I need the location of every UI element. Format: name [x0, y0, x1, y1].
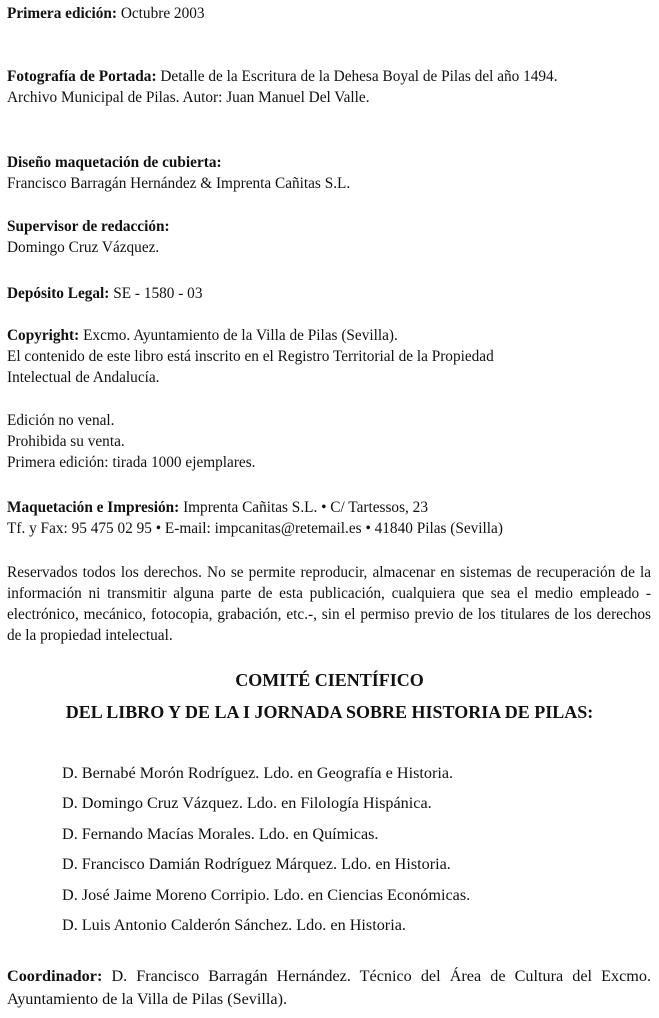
distribution-line1: Edición no venal. [7, 412, 115, 429]
cover-design-block [7, 152, 651, 194]
printing-line1: Imprenta Cañitas S.L. • C/ Tartessos, 23 [183, 499, 428, 516]
committee-member: D. Domingo Cruz Vázquez. Ldo. en Filología Hispánica. [62, 794, 432, 813]
copyright-line3: Intelectual de Andalucía. [7, 369, 160, 386]
cover-photo-label: Fotografía de Portada: [7, 68, 157, 85]
distribution-block [7, 410, 651, 473]
legal-deposit-label: Depósito Legal: [7, 285, 110, 302]
legal-deposit-value: SE - 1580 - 03 [113, 285, 203, 302]
committee-member: D. Bernabé Morón Rodríguez. Ldo. en Geografía e Historia. [62, 764, 454, 782]
cover-photo-line1: Detalle de la Escritura de la Dehesa Boyal de Pilas del año 1494. [160, 68, 558, 85]
committee-member: D. Francisco Damián Rodríguez Márquez. Ldo. en Historia. [62, 855, 451, 874]
printing-label: Maquetación e Impresión: [7, 499, 180, 516]
copyright-block [7, 325, 651, 388]
printing-block [7, 497, 651, 539]
supervisor-label: Supervisor de redacción: [7, 218, 170, 235]
committee-member: D. Fernando Macías Morales. Ldo. en Químicas. [62, 824, 379, 843]
committee-title: COMITÉ CIENTÍFICO [235, 670, 424, 690]
edition-value: Octubre 2003 [120, 5, 205, 22]
coordinator-block [7, 965, 651, 1011]
printing-line2: Tf. y Fax: 95 475 02 95 • E-mail: impcanitas@retemail.es • 41840 Pilas (Sevilla) [7, 520, 503, 537]
rights-paragraph: Reservados todos los derechos. No se permite reproducir, almacenar en sistemas de recuperación de la información ni transmitir alguna parte de esta publicación, cualquiera que sea el medio empleado -electrónico, mecánico, fotocopia, grabación, etc.-, sin el permiso previo de los titulares de los derechos de la propiedad intelectual. [7, 564, 651, 644]
edition-line [7, 3, 651, 24]
coordinator-label: Coordinador: [7, 967, 103, 985]
supervisor-block [7, 216, 651, 258]
committee-member: D. Luis Antonio Calderón Sánchez. Ldo. en Historia. [62, 916, 406, 935]
copyright-label: Copyright: [7, 327, 80, 344]
edition-label: Primera edición: [7, 5, 118, 22]
distribution-line2: Prohibida su venta. [7, 433, 125, 450]
committee-member: D. José Jaime Moreno Corripio. Ldo. en Ciencias Económicas. [62, 885, 471, 904]
copyright-line1: Excmo. Ayuntamiento de la Villa de Pilas (Sevilla). [83, 327, 398, 344]
committee-members-list [62, 758, 642, 940]
cover-design-value: Francisco Barragán Hernández & Imprenta Cañitas S.L. [7, 175, 351, 192]
committee-subtitle: DEL LIBRO Y DE LA I JORNADA SOBRE HISTORIA DE PILAS: [65, 702, 594, 722]
legal-deposit-line [7, 283, 651, 304]
distribution-line3: Primera edición: tirada 1000 ejemplares. [7, 454, 256, 471]
coordinator-value: D. Francisco Barragán Hernández. Técnico del Área de Cultura del Excmo. Ayuntamiento de la Villa de Pilas (Sevilla). [7, 967, 651, 1008]
supervisor-value: Domingo Cruz Vázquez. [7, 239, 160, 256]
cover-design-label: Diseño maquetación de cubierta: [7, 154, 222, 171]
cover-photo-block [7, 66, 651, 108]
cover-photo-line2: Archivo Municipal de Pilas. Autor: Juan Manuel Del Valle. [7, 89, 370, 106]
copyright-line2: El contenido de este libro está inscrito en el Registro Territorial de la Propiedad [7, 348, 494, 365]
